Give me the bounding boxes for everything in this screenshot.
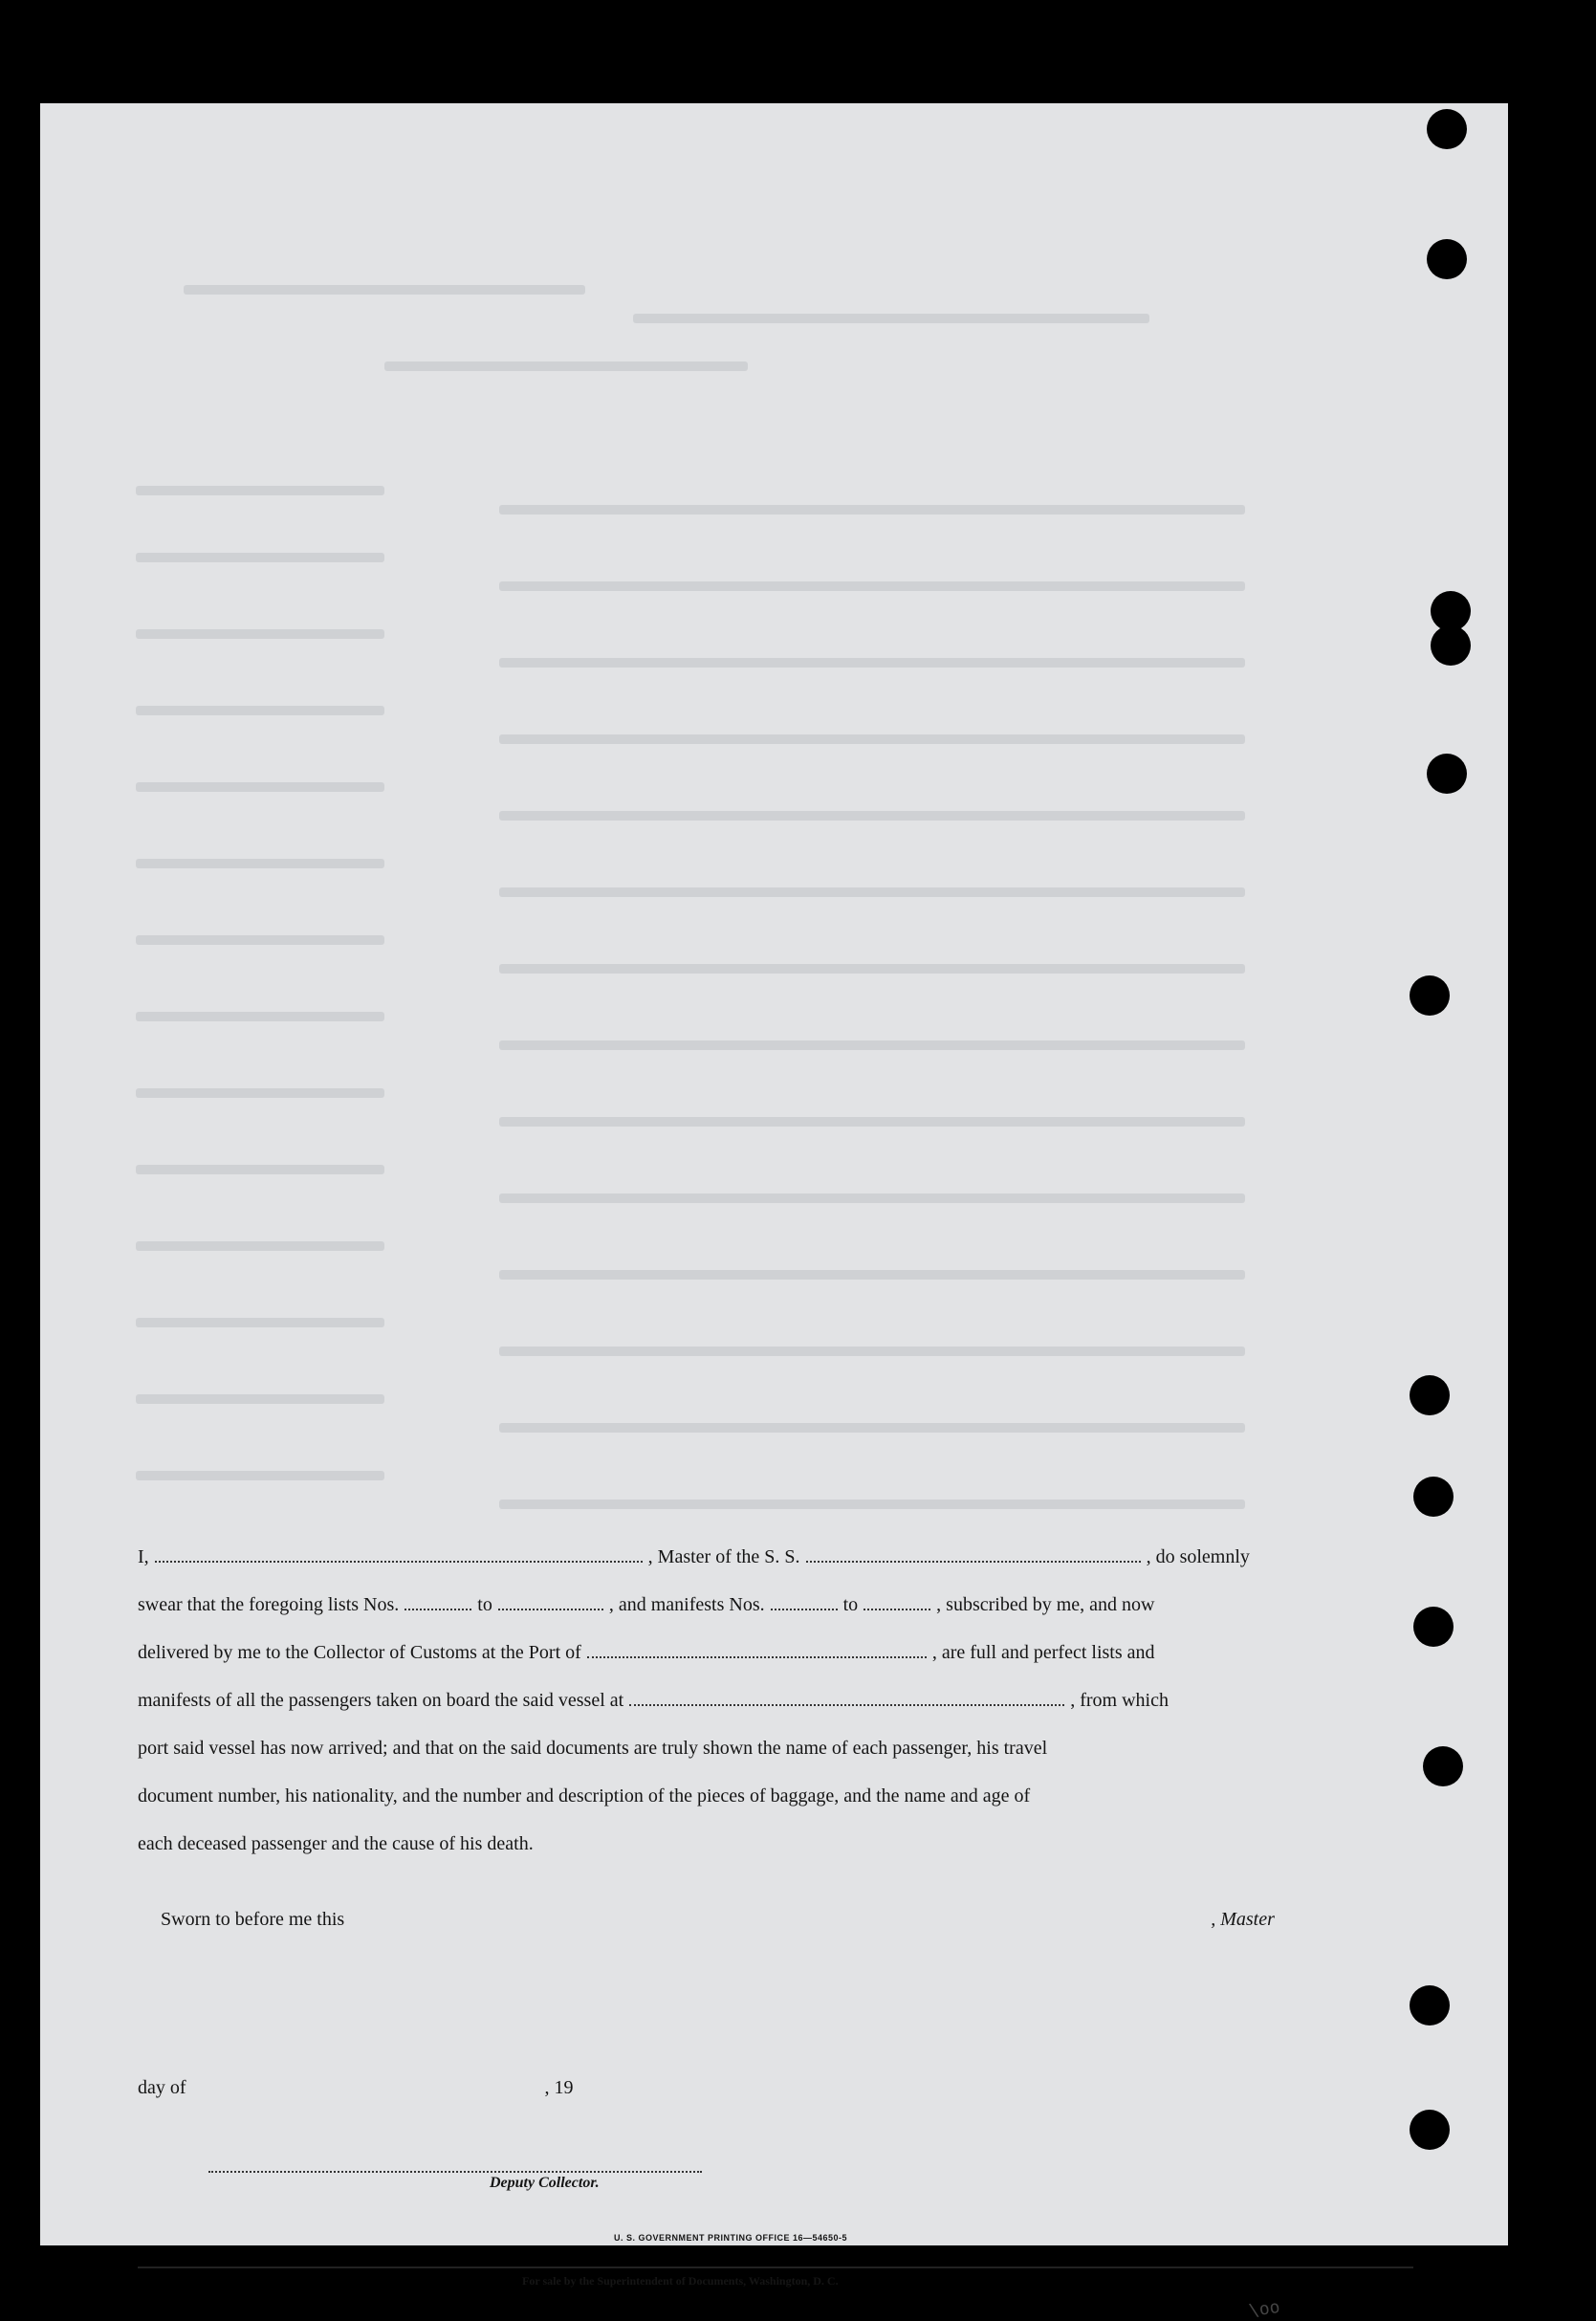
bleed-through-text (98, 161, 1360, 1595)
punch-hole (1410, 2110, 1450, 2150)
list-from-field[interactable] (404, 1587, 471, 1610)
day-label: day of (138, 2077, 186, 2098)
printing-office-imprint: U. S. GOVERNMENT PRINTING OFFICE 16—54650-5 (614, 2233, 848, 2243)
oath-line-7 (138, 1820, 1419, 1868)
list-to-field[interactable] (498, 1587, 603, 1610)
punch-hole (1427, 239, 1467, 279)
punch-hole (1423, 1746, 1463, 1786)
footer-divider (138, 2266, 1413, 2268)
sworn-line (161, 1909, 1419, 1931)
master-name-field[interactable] (155, 1540, 643, 1563)
port-of-arrival-field[interactable] (587, 1635, 927, 1658)
manifest-to-field[interactable] (864, 1587, 930, 1610)
punch-hole (1410, 1375, 1450, 1415)
day-line (138, 2077, 623, 2099)
sworn-label: Sworn to before me this (161, 1909, 345, 1930)
oath-text: , and manifests Nos. (608, 1594, 765, 1615)
oath-line-1 (138, 1533, 1419, 1581)
deputy-collector-label: Deputy Collector. (490, 2175, 600, 2191)
punch-hole (1413, 1477, 1454, 1517)
oath-line-2 (138, 1581, 1419, 1629)
manifest-from-field[interactable] (771, 1587, 838, 1610)
oath-text: to (477, 1594, 492, 1615)
oath-text: delivered by me to the Collector of Customs at the Port of (138, 1642, 581, 1663)
oath-text: port said vessel has now arrived; and that on the said documents are truly shown the name of each passenger, his travel (138, 1738, 1048, 1759)
port-of-departure-field[interactable] (629, 1683, 1064, 1706)
oath-text: document number, his nationality, and the number and description of the pieces of baggage, and the name and age of (138, 1785, 1031, 1806)
deputy-signature-field[interactable] (208, 2171, 702, 2173)
punch-hole (1410, 975, 1450, 1016)
punch-hole (1413, 1607, 1454, 1647)
year-label: , 19 (544, 2077, 574, 2098)
punch-hole (1427, 109, 1467, 149)
oath-line-5 (138, 1724, 1419, 1772)
oath-line-6 (138, 1772, 1419, 1820)
oath-text: , are full and perfect lists and (931, 1642, 1155, 1663)
master-label: , Master (1211, 1909, 1275, 1930)
oath-text: swear that the foregoing lists Nos. (138, 1594, 400, 1615)
punch-hole (1410, 1985, 1450, 2025)
oath-line-3 (138, 1629, 1419, 1676)
manifest-page (40, 103, 1508, 2321)
oath-text: manifests of all the passengers taken on board the said vessel at (138, 1690, 624, 1711)
oath-text: each deceased passenger and the cause of his death. (138, 1833, 534, 1854)
oath-text: , subscribed by me, and now (936, 1594, 1155, 1615)
oath-line-4 (138, 1676, 1419, 1724)
footer-sale-notice: For sale by the Superintendent of Documents, Washington, D. C. (522, 2274, 839, 2288)
oath-text: , Master of the S. S. (647, 1546, 800, 1567)
oath-text: to (842, 1594, 859, 1615)
oath-text: , do solemnly (1146, 1546, 1250, 1567)
punch-hole (1427, 754, 1467, 794)
oath-paragraph (138, 1533, 1419, 1868)
oath-text: I, (138, 1546, 149, 1567)
ship-name-field[interactable] (806, 1540, 1141, 1563)
handwritten-mark: \oo (1247, 2296, 1281, 2321)
punch-hole (1431, 625, 1471, 666)
oath-text: , from which (1070, 1690, 1169, 1711)
